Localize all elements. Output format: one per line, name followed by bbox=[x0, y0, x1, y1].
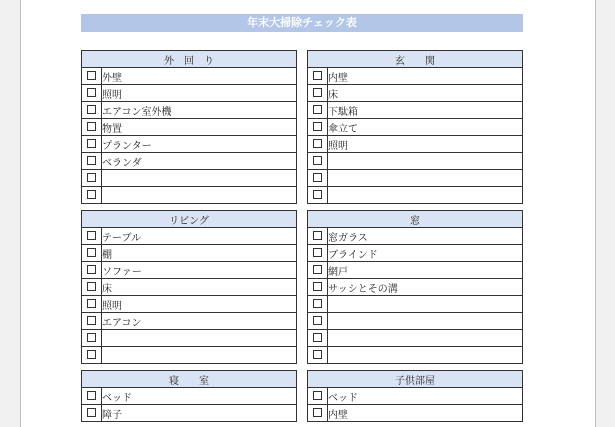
item-label: 照明 bbox=[102, 85, 297, 102]
item-label bbox=[102, 347, 297, 364]
checkbox[interactable] bbox=[87, 350, 96, 359]
table-row bbox=[308, 245, 523, 262]
table-row bbox=[82, 187, 297, 204]
checkbox[interactable] bbox=[87, 231, 96, 240]
item-label bbox=[328, 313, 523, 330]
table-row bbox=[308, 187, 523, 204]
section-heading: 子供部屋 bbox=[308, 371, 523, 388]
table-row bbox=[82, 330, 297, 347]
item-label: 内壁 bbox=[328, 405, 523, 422]
checkbox[interactable] bbox=[87, 248, 96, 257]
table-row bbox=[82, 388, 297, 405]
item-label: エアコン室外機 bbox=[102, 102, 297, 119]
checkbox[interactable] bbox=[87, 88, 96, 97]
checkbox[interactable] bbox=[313, 391, 322, 400]
checkbox[interactable] bbox=[87, 173, 96, 182]
item-label: サッシとその溝 bbox=[328, 279, 523, 296]
table-row bbox=[308, 68, 523, 85]
item-label: 照明 bbox=[328, 136, 523, 153]
checkbox[interactable] bbox=[313, 190, 322, 199]
section-heading: 寝 室 bbox=[82, 371, 297, 388]
table-row bbox=[82, 262, 297, 279]
table-row bbox=[82, 313, 297, 330]
item-label: エアコン bbox=[102, 313, 297, 330]
section-heading: 玄 関 bbox=[308, 51, 523, 68]
checkbox[interactable] bbox=[87, 316, 96, 325]
document-page bbox=[20, 0, 596, 427]
checkbox[interactable] bbox=[313, 105, 322, 114]
checkbox[interactable] bbox=[313, 265, 322, 274]
item-label: 窓ガラス bbox=[328, 228, 523, 245]
item-label bbox=[328, 153, 523, 170]
checkbox[interactable] bbox=[87, 408, 96, 417]
table-row bbox=[308, 102, 523, 119]
table-row bbox=[82, 228, 297, 245]
checkbox[interactable] bbox=[313, 139, 322, 148]
document-title: 年末大掃除チェック表 bbox=[81, 14, 523, 32]
checkbox[interactable] bbox=[87, 299, 96, 308]
item-label bbox=[102, 330, 297, 347]
section-bedroom bbox=[81, 370, 297, 422]
section-window bbox=[307, 210, 523, 364]
checkbox[interactable] bbox=[313, 248, 322, 257]
table-row bbox=[82, 296, 297, 313]
table-row bbox=[308, 170, 523, 187]
table-row bbox=[308, 330, 523, 347]
checkbox[interactable] bbox=[87, 156, 96, 165]
table-row bbox=[82, 279, 297, 296]
table-row bbox=[308, 228, 523, 245]
table-row bbox=[82, 68, 297, 85]
item-label: 棚 bbox=[102, 245, 297, 262]
item-label: 外壁 bbox=[102, 68, 297, 85]
item-label: 照明 bbox=[102, 296, 297, 313]
table-row bbox=[82, 170, 297, 187]
checkbox[interactable] bbox=[87, 122, 96, 131]
section-living bbox=[81, 210, 297, 364]
section-heading: リビング bbox=[82, 211, 297, 228]
table-row bbox=[82, 119, 297, 136]
item-label: テーブル bbox=[102, 228, 297, 245]
checkbox[interactable] bbox=[87, 139, 96, 148]
item-label: 床 bbox=[328, 85, 523, 102]
checkbox[interactable] bbox=[313, 299, 322, 308]
table-row bbox=[308, 119, 523, 136]
table-row bbox=[82, 405, 297, 422]
item-label: ソファー bbox=[102, 262, 297, 279]
checkbox[interactable] bbox=[313, 173, 322, 182]
checkbox[interactable] bbox=[313, 408, 322, 417]
checkbox[interactable] bbox=[87, 333, 96, 342]
item-label bbox=[102, 170, 297, 187]
checkbox[interactable] bbox=[313, 333, 322, 342]
table-row bbox=[308, 279, 523, 296]
item-label: ベランダ bbox=[102, 153, 297, 170]
item-label: 床 bbox=[102, 279, 297, 296]
table-row bbox=[308, 296, 523, 313]
item-label: 下駄箱 bbox=[328, 102, 523, 119]
checkbox[interactable] bbox=[313, 316, 322, 325]
item-label bbox=[328, 347, 523, 364]
checkbox[interactable] bbox=[87, 105, 96, 114]
table-row bbox=[308, 136, 523, 153]
item-label bbox=[328, 170, 523, 187]
item-label: 物置 bbox=[102, 119, 297, 136]
section-outdoor bbox=[81, 50, 297, 204]
section-heading: 窓 bbox=[308, 211, 523, 228]
table-row bbox=[308, 313, 523, 330]
checkbox[interactable] bbox=[313, 350, 322, 359]
table-row bbox=[82, 245, 297, 262]
table-row bbox=[82, 85, 297, 102]
table-row bbox=[82, 136, 297, 153]
checkbox[interactable] bbox=[313, 231, 322, 240]
item-label bbox=[328, 330, 523, 347]
item-label: ベッド bbox=[102, 388, 297, 405]
checkbox[interactable] bbox=[313, 71, 322, 80]
table-row bbox=[308, 85, 523, 102]
item-label bbox=[328, 187, 523, 204]
table-row bbox=[308, 347, 523, 364]
table-row bbox=[308, 388, 523, 405]
item-label bbox=[328, 296, 523, 313]
section-kids-room bbox=[307, 370, 523, 422]
table-row bbox=[82, 102, 297, 119]
item-label: プランター bbox=[102, 136, 297, 153]
checkbox[interactable] bbox=[87, 391, 96, 400]
checkbox[interactable] bbox=[87, 71, 96, 80]
checkbox[interactable] bbox=[87, 265, 96, 274]
checkbox[interactable] bbox=[87, 282, 96, 291]
item-label: ベッド bbox=[328, 388, 523, 405]
table-row bbox=[308, 262, 523, 279]
checkbox[interactable] bbox=[87, 190, 96, 199]
table-row bbox=[308, 405, 523, 422]
checkbox[interactable] bbox=[313, 122, 322, 131]
section-heading: 外 回 り bbox=[82, 51, 297, 68]
item-label: 内壁 bbox=[328, 68, 523, 85]
item-label: 傘立て bbox=[328, 119, 523, 136]
table-row bbox=[82, 347, 297, 364]
table-row bbox=[82, 153, 297, 170]
item-label bbox=[102, 187, 297, 204]
section-entrance bbox=[307, 50, 523, 204]
item-label: ブラインド bbox=[328, 245, 523, 262]
checkbox[interactable] bbox=[313, 88, 322, 97]
checkbox[interactable] bbox=[313, 282, 322, 291]
item-label: 網戸 bbox=[328, 262, 523, 279]
item-label: 障子 bbox=[102, 405, 297, 422]
checkbox[interactable] bbox=[313, 156, 322, 165]
table-row bbox=[308, 153, 523, 170]
